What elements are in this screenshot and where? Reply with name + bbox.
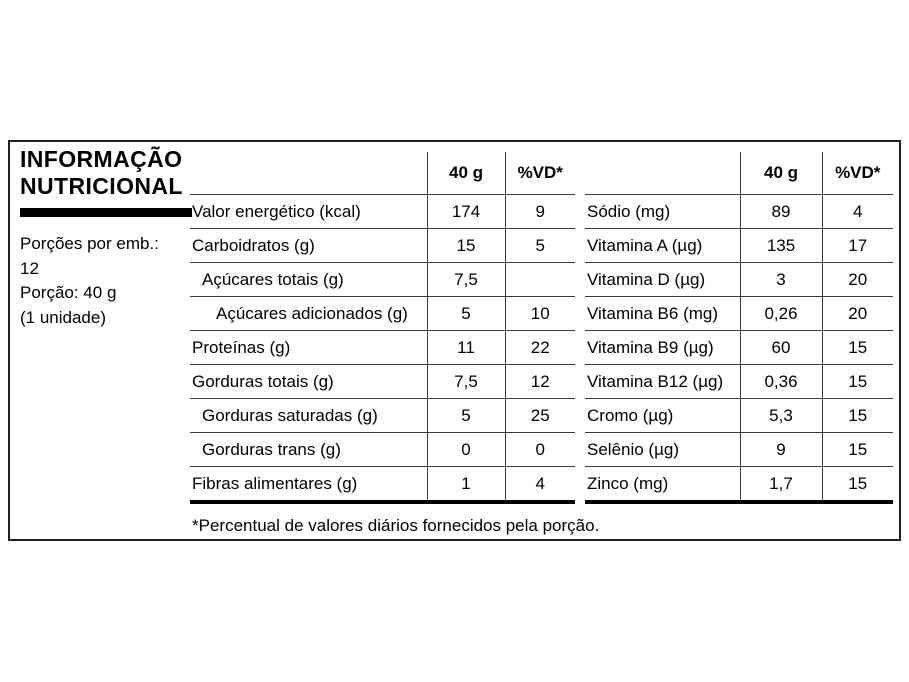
- servings-value: 12: [20, 258, 39, 278]
- nutrient-name: Vitamina B12 (µg): [585, 365, 740, 399]
- dv-value: 4: [505, 467, 575, 503]
- dv-value: 15: [822, 331, 893, 365]
- amount-value: 3: [740, 263, 822, 297]
- nutrient-name: Gorduras trans (g): [190, 433, 427, 467]
- nutrient-name: Selênio (µg): [585, 433, 740, 467]
- table-row: [190, 263, 575, 297]
- table-row: [585, 195, 893, 229]
- table-row: [585, 331, 893, 365]
- table-row: [585, 433, 893, 467]
- amount-value: 60: [740, 331, 822, 365]
- nutrient-name: Carboidratos (g): [190, 229, 427, 263]
- dv-value: 20: [822, 263, 893, 297]
- servings-label: Porções por emb.:: [20, 234, 159, 253]
- amount-value: 1: [427, 467, 505, 503]
- amount-value: 7,5: [427, 263, 505, 297]
- table-row: [190, 467, 575, 503]
- title-divider: [20, 208, 192, 217]
- portion-label: Porção: 40 g: [20, 283, 117, 302]
- table-row: [190, 365, 575, 399]
- dv-column-header: %VD*: [505, 152, 575, 195]
- nutrient-name: Açúcares totais (g): [190, 263, 427, 297]
- amount-column-header: 40 g: [740, 152, 822, 195]
- amount-value: 7,5: [427, 365, 505, 399]
- nutrition-label: [8, 140, 901, 541]
- table-row: [190, 399, 575, 433]
- table-row: [190, 297, 575, 331]
- header-spacer: [585, 152, 740, 195]
- nutrient-name: Gorduras saturadas (g): [190, 399, 427, 433]
- amount-value: 0,26: [740, 297, 822, 331]
- title-line-2: NUTRICIONAL: [20, 173, 183, 199]
- nutrient-name: Gorduras totais (g): [190, 365, 427, 399]
- dv-value: 22: [505, 331, 575, 365]
- table-row: [585, 229, 893, 263]
- table-header-row: [585, 152, 893, 195]
- table-row: [585, 263, 893, 297]
- dv-value: 10: [505, 297, 575, 331]
- amount-value: 135: [740, 229, 822, 263]
- nutrient-name: Vitamina B6 (mg): [585, 297, 740, 331]
- table-row: [190, 433, 575, 467]
- dv-value: 15: [822, 467, 893, 503]
- dv-value: 4: [822, 195, 893, 229]
- nutrient-name: Vitamina D (µg): [585, 263, 740, 297]
- nutrient-name: Proteínas (g): [190, 331, 427, 365]
- nutrient-name: Vitamina A (µg): [585, 229, 740, 263]
- serving-info: [20, 232, 159, 330]
- nutrient-name: Sódio (mg): [585, 195, 740, 229]
- table-row: [585, 365, 893, 399]
- table-header-row: [190, 152, 575, 195]
- dv-column-header: %VD*: [822, 152, 893, 195]
- dv-value: 15: [822, 365, 893, 399]
- amount-value: 174: [427, 195, 505, 229]
- dv-footnote: *Percentual de valores diários fornecidos pela porção.: [192, 516, 600, 535]
- amount-value: 9: [740, 433, 822, 467]
- table-row: [190, 195, 575, 229]
- dv-value: 0: [505, 433, 575, 467]
- table-row: [190, 331, 575, 365]
- header-spacer: [190, 152, 427, 195]
- table-row: [585, 399, 893, 433]
- nutrients-table-right: [585, 152, 893, 504]
- amount-column-header: 40 g: [427, 152, 505, 195]
- dv-value: 20: [822, 297, 893, 331]
- amount-value: 5: [427, 399, 505, 433]
- dv-value: 25: [505, 399, 575, 433]
- dv-value: 5: [505, 229, 575, 263]
- nutrient-name: Valor energético (kcal): [190, 195, 427, 229]
- dv-value: 15: [822, 433, 893, 467]
- amount-value: 0,36: [740, 365, 822, 399]
- nutrient-name: Vitamina B9 (µg): [585, 331, 740, 365]
- amount-value: 5,3: [740, 399, 822, 433]
- amount-value: 1,7: [740, 467, 822, 503]
- table-row: [190, 229, 575, 263]
- nutrient-name: Fibras alimentares (g): [190, 467, 427, 503]
- portion-note: (1 unidade): [20, 307, 107, 327]
- nutrients-table-left: [190, 152, 575, 504]
- nutrient-name: Cromo (µg): [585, 399, 740, 433]
- dv-value: 17: [822, 229, 893, 263]
- nutrient-name: Açúcares adicionados (g): [190, 297, 427, 331]
- title-line-1: INFORMAÇÃO: [20, 146, 183, 172]
- dv-value: 15: [822, 399, 893, 433]
- amount-value: 11: [427, 331, 505, 365]
- amount-value: 89: [740, 195, 822, 229]
- amount-value: 0: [427, 433, 505, 467]
- table-row: [585, 297, 893, 331]
- amount-value: 15: [427, 229, 505, 263]
- amount-value: 5: [427, 297, 505, 331]
- dv-value: 12: [505, 365, 575, 399]
- table-row: [585, 467, 893, 503]
- dv-value: [505, 263, 575, 297]
- page-title: [20, 146, 183, 200]
- dv-value: 9: [505, 195, 575, 229]
- nutrient-name: Zinco (mg): [585, 467, 740, 503]
